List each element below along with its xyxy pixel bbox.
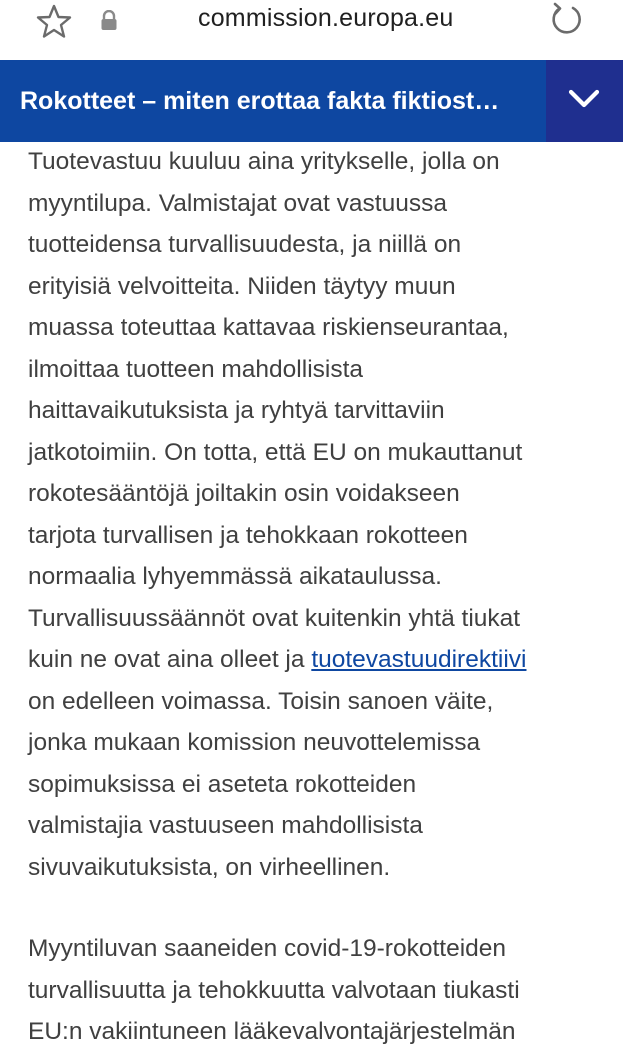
text-line: normaalia lyhyemmässä aikataulussa. <box>28 563 442 590</box>
text-line: turvallisuutta ja tehokkuutta valvotaan tiukasti <box>28 976 520 1004</box>
article-body <box>28 141 608 1053</box>
url-field[interactable]: commission.europa.eu <box>198 4 454 32</box>
page-section-banner <box>0 60 623 142</box>
text-fragment: kuin ne ovat aina olleet ja <box>28 646 312 673</box>
section-title: Rokotteet – miten erottaa fakta fiktiost… <box>20 87 500 115</box>
text-line-with-link <box>28 639 608 681</box>
reload-icon[interactable] <box>548 2 584 38</box>
lock-icon[interactable] <box>100 10 118 32</box>
text-line: ilmoittaa tuotteen mahdollisista <box>28 355 364 383</box>
text-line: jatkotoimiin. On totta, että EU on mukauttanut <box>28 438 523 466</box>
text-line: Tuotevastuu kuuluu aina yritykselle, jolla on <box>28 148 500 175</box>
text-line: Turvallisuussäännöt ovat kuitenkin yhtä tiukat <box>28 604 521 632</box>
text-line: valmistajia vastuuseen mahdollisista <box>28 812 423 839</box>
expand-toggle-button[interactable] <box>546 60 623 142</box>
paragraph-product-liability <box>28 141 608 888</box>
text-line: sivuvaikutuksista, on virheellinen. <box>28 853 391 881</box>
product-liability-directive-link[interactable]: tuotevastuudirektiivi <box>311 646 527 673</box>
text-line: haittavaikutuksista ja ryhtyä tarvittaviin <box>28 397 445 424</box>
chevron-down-icon <box>568 86 600 112</box>
text-line: tarjota turvallisen ja tehokkaan rokotteen <box>28 521 468 549</box>
text-line: Myyntiluvan saaneiden covid-19-rokotteiden <box>28 935 507 962</box>
text-line: rokotesääntöjä joiltakin osin voidakseen <box>28 480 460 507</box>
text-line: erityisiä velvoitteita. Niiden täytyy muun <box>28 272 456 300</box>
paragraph-spacer <box>28 888 608 928</box>
text-line: muassa toteuttaa kattavaa riskienseurantaa, <box>28 314 509 341</box>
text-line: jonka mukaan komission neuvottelemissa <box>28 729 481 756</box>
star-icon[interactable] <box>34 2 74 42</box>
text-line: on edelleen voimassa. Toisin sanoen väite, <box>28 687 494 715</box>
paragraph-vaccine-monitoring <box>28 928 608 1053</box>
text-line: EU:n vakiintuneen lääkevalvontajärjestelmän <box>28 1018 516 1045</box>
text-line: myyntilupa. Valmistajat ovat vastuussa <box>28 189 447 217</box>
browser-address-bar <box>0 0 623 60</box>
text-line: sopimuksissa ei aseteta rokotteiden <box>28 770 417 798</box>
text-line: tuotteidensa turvallisuudesta, ja niillä on <box>28 231 462 258</box>
